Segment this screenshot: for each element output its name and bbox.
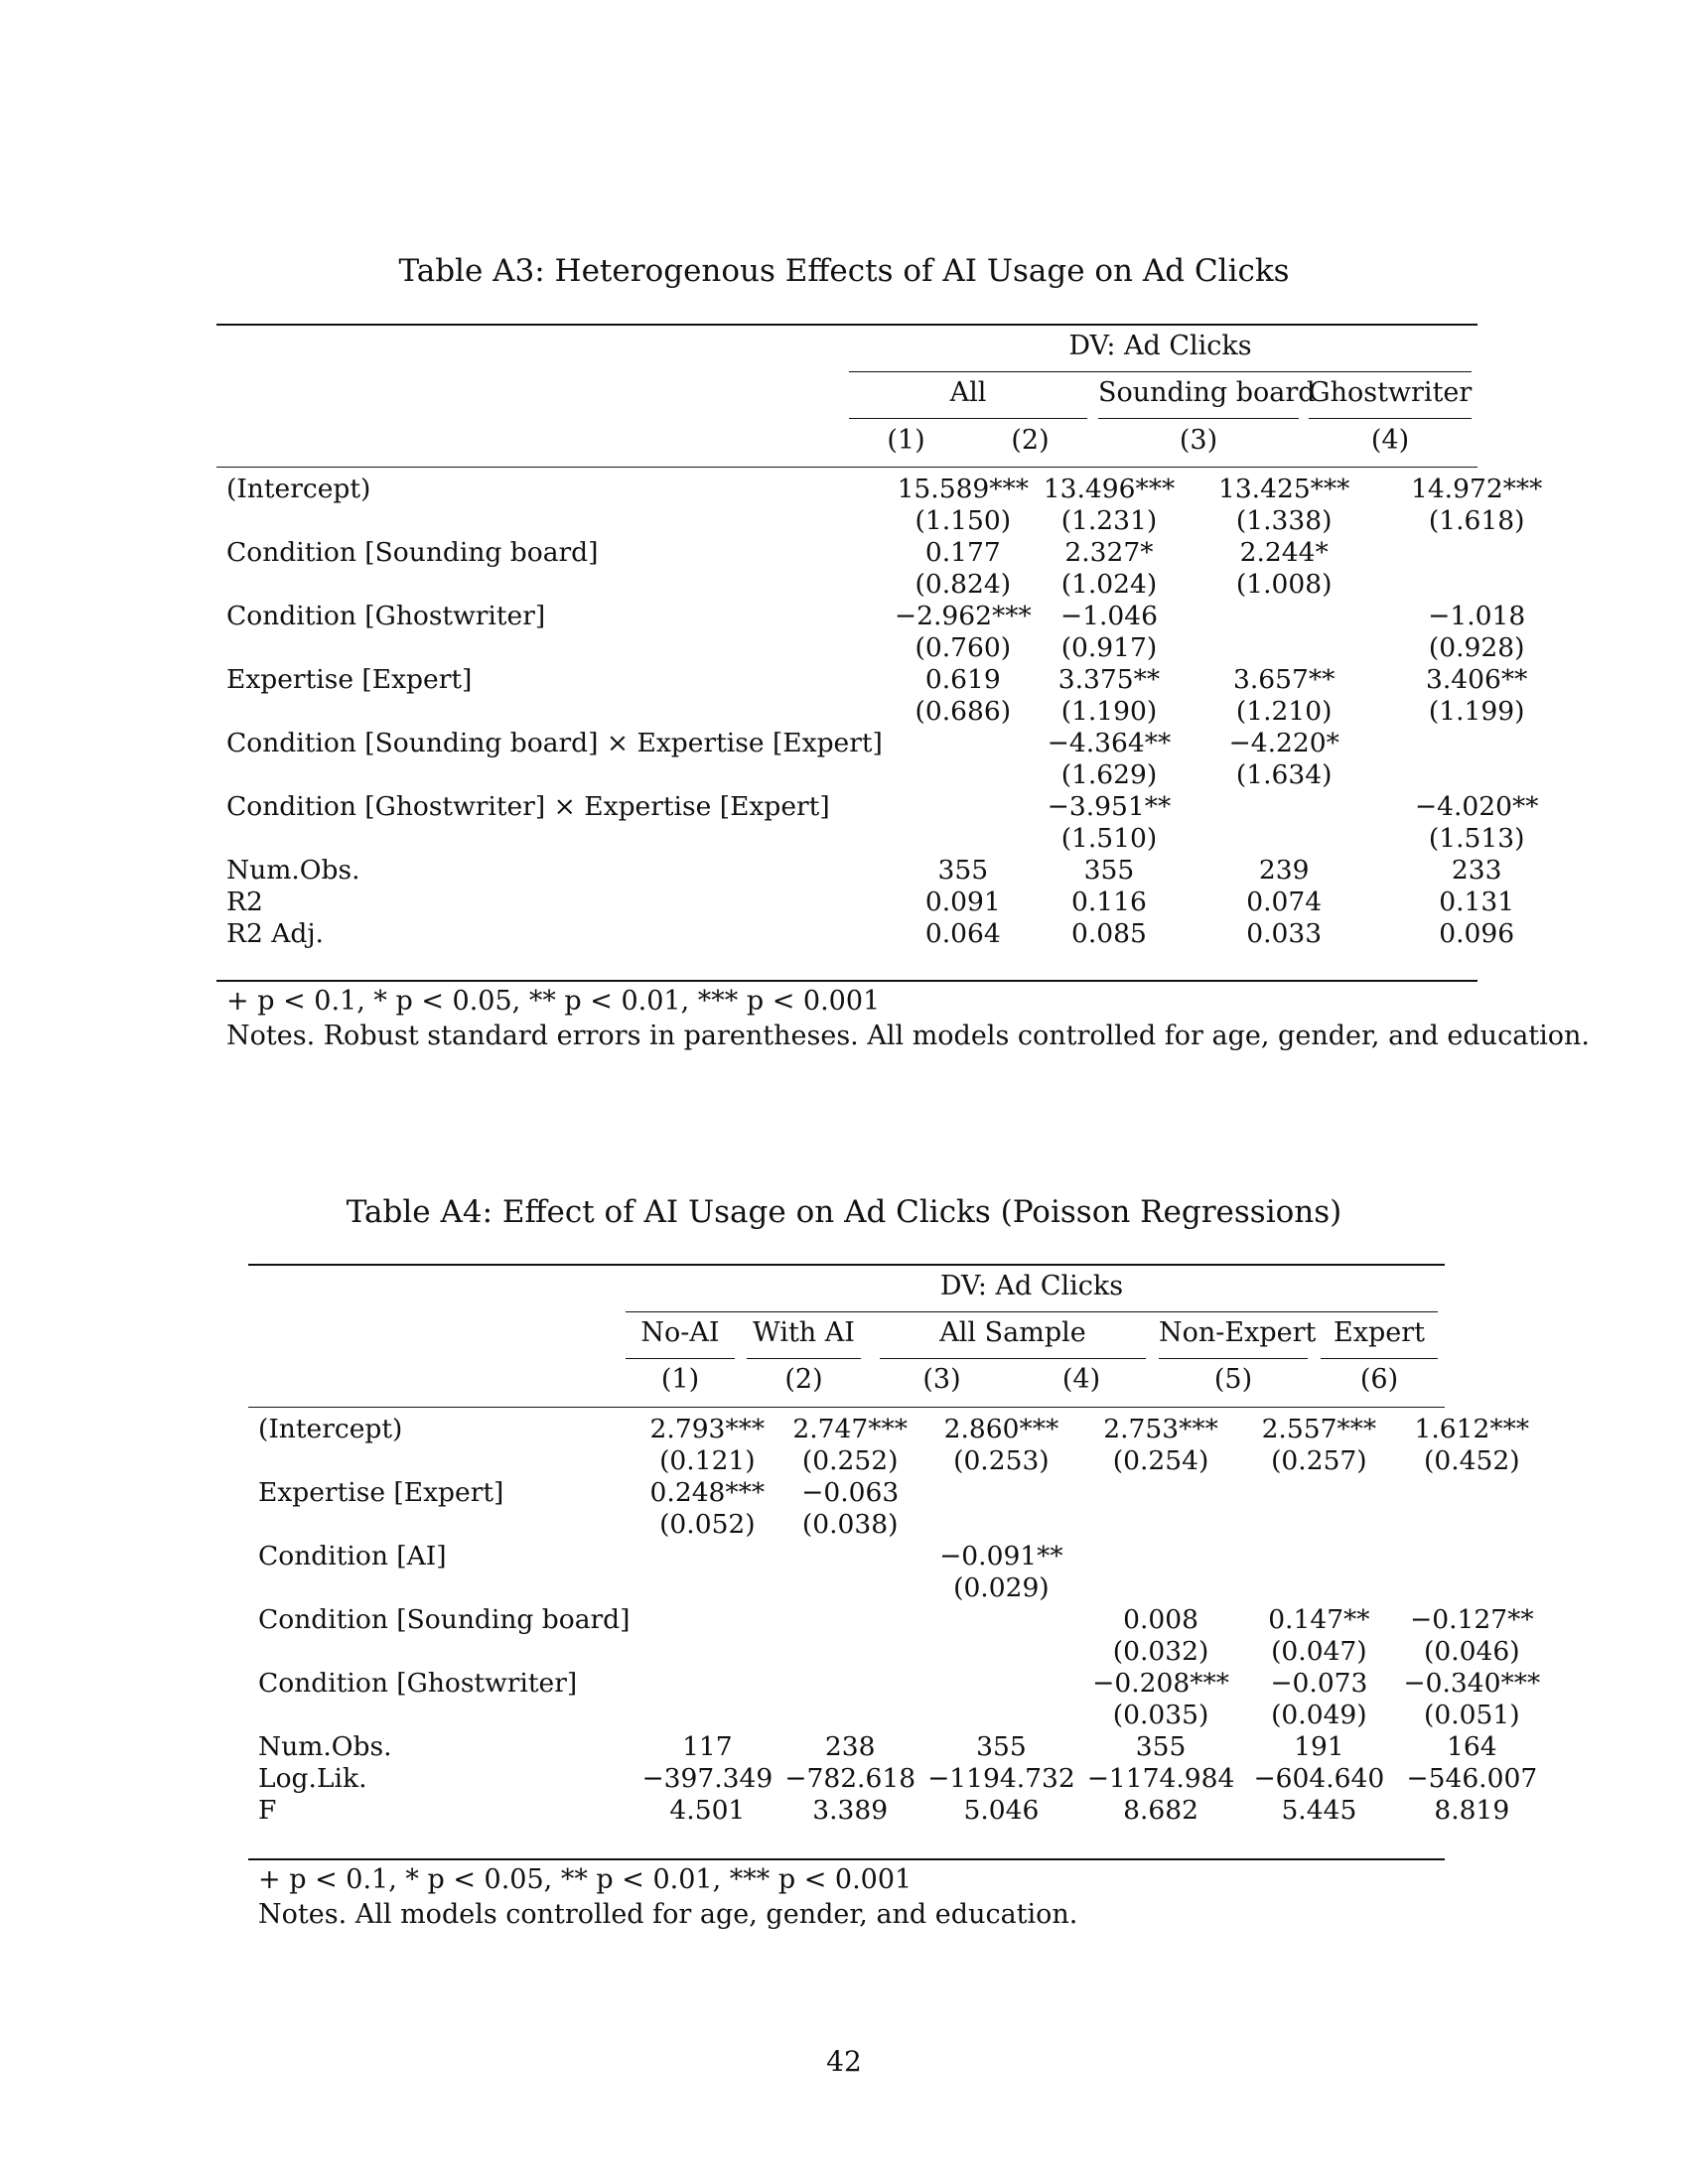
- cell-value: 2.747***: [792, 1414, 908, 1444]
- table-a3-notes: Notes. Robust standard errors in parentheses. All models controlled for age, gender, and education.: [226, 1021, 1591, 1051]
- cell-value: [1081, 1477, 1241, 1509]
- cell-value: 355: [1135, 1731, 1187, 1762]
- cell-value: −0.063: [801, 1477, 900, 1508]
- coef-row: [216, 601, 1566, 632]
- cell-value: [635, 1541, 778, 1572]
- row-label: [248, 1700, 635, 1731]
- row-label: Expertise [Expert]: [258, 1477, 504, 1508]
- se-row: [248, 1636, 1546, 1668]
- cell-value: −1194.732: [927, 1763, 1075, 1794]
- stat-row: [248, 1763, 1546, 1795]
- cell-value: (1.634): [1235, 759, 1333, 790]
- cell-value: [889, 823, 1038, 855]
- stat-row: [248, 1795, 1546, 1827]
- cell-value: [921, 1477, 1081, 1509]
- cell-value: [778, 1636, 921, 1668]
- cell-value: (0.254): [1112, 1445, 1209, 1476]
- cell-value: (0.824): [914, 569, 1012, 600]
- cell-value: [635, 1700, 778, 1731]
- cell-value: 2.793***: [649, 1414, 766, 1444]
- cell-value: 0.091: [924, 887, 1001, 917]
- cell-value: −0.208***: [1092, 1668, 1229, 1699]
- cell-value: 0.033: [1246, 918, 1323, 949]
- sig-note-text: + p < 0.1, * p < 0.05, ** p < 0.01, *** p < 0.001: [226, 986, 881, 1017]
- row-label: [248, 1636, 635, 1668]
- coef-row: [216, 664, 1566, 696]
- table-a3-caption: Table A3: Heterogenous Effects of AI Usage on Ad Clicks: [398, 253, 1290, 289]
- row-label: [216, 569, 889, 601]
- row-label: Condition [Ghostwriter] × Expertise [Expert]: [226, 791, 830, 822]
- se-row: [216, 569, 1566, 601]
- cell-value: −397.349: [641, 1763, 774, 1794]
- cell-value: (1.024): [1060, 569, 1158, 600]
- table-a4-caption: Table A4: Effect of AI Usage on Ad Clicks (Poisson Regressions): [346, 1194, 1342, 1230]
- table-a4-group-rule-withai: [747, 1358, 861, 1359]
- cell-value: (0.252): [801, 1445, 899, 1476]
- table-a4-bottom-rule: [248, 1858, 1445, 1860]
- sig-note-text: + p < 0.1, * p < 0.05, ** p < 0.01, *** p < 0.001: [258, 1864, 913, 1895]
- cell-value: 14.972***: [1410, 474, 1543, 504]
- cell-value: −0.127**: [1410, 1604, 1534, 1635]
- cell-value: [1387, 759, 1566, 791]
- cell-value: −546.007: [1406, 1763, 1538, 1794]
- table-a4-group-no-ai: No-AI: [640, 1317, 720, 1348]
- cell-value: −1174.984: [1086, 1763, 1235, 1794]
- cell-value: 8.819: [1434, 1795, 1510, 1826]
- table-a4-model-3: (3): [922, 1364, 961, 1395]
- cell-value: 2.244*: [1239, 537, 1329, 568]
- row-label: Condition [Sounding board]: [258, 1604, 631, 1635]
- cell-value: [778, 1668, 921, 1700]
- cell-value: [921, 1636, 1081, 1668]
- cell-value: [921, 1700, 1081, 1731]
- cell-value: (0.032): [1112, 1636, 1209, 1667]
- cell-value: 5.445: [1281, 1795, 1357, 1826]
- se-row: [216, 759, 1566, 791]
- cell-value: 0.008: [1123, 1604, 1198, 1635]
- row-label: [216, 632, 889, 664]
- cell-value: (1.150): [914, 505, 1012, 536]
- cell-value: 2.860***: [943, 1414, 1059, 1444]
- cell-value: −3.951**: [1047, 791, 1172, 822]
- cell-value: 3.657**: [1233, 664, 1336, 695]
- cell-value: [1081, 1541, 1241, 1572]
- table-a4-dv-rule: [626, 1311, 1438, 1312]
- cell-value: (0.452): [1424, 1445, 1520, 1476]
- coef-row: [216, 791, 1566, 823]
- cell-value: −0.340***: [1403, 1668, 1541, 1699]
- table-a4-group-with-ai: With AI: [753, 1317, 855, 1348]
- cell-value: −0.073: [1270, 1668, 1368, 1699]
- table-a3-group-all: All: [949, 377, 987, 408]
- cell-value: [1181, 632, 1387, 664]
- cell-value: −1.018: [1428, 601, 1526, 631]
- se-row: [248, 1700, 1546, 1731]
- row-label: [216, 759, 889, 791]
- cell-value: 355: [937, 855, 989, 886]
- table-a4-group-rule-nonexpert: [1159, 1358, 1308, 1359]
- cell-value: [1081, 1509, 1241, 1541]
- cell-value: [1397, 1509, 1546, 1541]
- row-label: [216, 823, 889, 855]
- cell-value: [1240, 1509, 1397, 1541]
- row-label: [216, 505, 889, 537]
- stat-row: [216, 918, 1566, 950]
- table-a3-group-rule-all: [849, 418, 1087, 419]
- table-a4-group-rule-expert: [1321, 1358, 1438, 1359]
- coef-row: [216, 474, 1566, 505]
- cell-value: −0.091**: [939, 1541, 1063, 1571]
- cell-value: [635, 1604, 778, 1636]
- cell-value: 238: [824, 1731, 876, 1762]
- coef-row: [248, 1541, 1546, 1572]
- cell-value: [1181, 791, 1387, 823]
- table-a3-dv-header: DV: Ad Clicks: [1068, 331, 1252, 361]
- cell-value: [1387, 569, 1566, 601]
- se-row: [248, 1445, 1546, 1477]
- cell-value: (0.051): [1424, 1700, 1520, 1730]
- table-a3: [216, 474, 1566, 950]
- cell-value: 0.064: [924, 918, 1001, 949]
- page-number: 42: [826, 2045, 862, 2078]
- cell-value: 0.131: [1439, 887, 1515, 917]
- se-row: [216, 823, 1566, 855]
- table-a3-significance-note: [226, 986, 880, 1017]
- table-a4-significance-note: [258, 1864, 912, 1895]
- cell-value: (0.257): [1271, 1445, 1367, 1476]
- row-label: Condition [Ghostwriter]: [258, 1668, 578, 1699]
- cell-value: −1.046: [1059, 601, 1158, 631]
- cell-value: −4.364**: [1047, 728, 1172, 758]
- cell-value: 0.074: [1246, 887, 1323, 917]
- cell-value: −4.020**: [1414, 791, 1539, 822]
- cell-value: (0.035): [1112, 1700, 1209, 1730]
- table-a4-group-rule-noai: [626, 1358, 735, 1359]
- table-a3-dv-rule: [849, 371, 1472, 372]
- row-label: Condition [Sounding board] × Expertise [Expert]: [226, 728, 883, 758]
- cell-value: [889, 791, 1038, 823]
- coef-row: [248, 1668, 1546, 1700]
- table-a3-model-1: (1): [887, 425, 925, 456]
- cell-value: 5.046: [963, 1795, 1040, 1826]
- cell-value: 0.619: [924, 664, 1001, 695]
- table-a3-body: [216, 474, 1566, 950]
- se-row: [216, 632, 1566, 664]
- cell-value: (0.047): [1271, 1636, 1367, 1667]
- table-a4-model-6: (6): [1359, 1364, 1399, 1395]
- table-a4-model-1: (1): [660, 1364, 700, 1395]
- cell-value: (1.199): [1428, 696, 1525, 727]
- cell-value: [1397, 1541, 1546, 1572]
- cell-value: [1181, 823, 1387, 855]
- cell-value: −782.618: [784, 1763, 916, 1794]
- cell-value: [635, 1636, 778, 1668]
- cell-value: 0.096: [1439, 918, 1515, 949]
- cell-value: (0.686): [914, 696, 1012, 727]
- table-a4-model-4: (4): [1061, 1364, 1101, 1395]
- cell-value: 191: [1294, 1731, 1344, 1762]
- cell-value: (1.190): [1060, 696, 1158, 727]
- row-label: [248, 1572, 635, 1604]
- se-row: [248, 1572, 1546, 1604]
- cell-value: −4.220*: [1228, 728, 1339, 758]
- cell-value: 1.612***: [1414, 1414, 1530, 1444]
- cell-value: [1240, 1477, 1397, 1509]
- row-label: F: [258, 1795, 277, 1826]
- table-a3-group-rule-ghost: [1309, 418, 1472, 419]
- cell-value: 3.389: [812, 1795, 889, 1826]
- table-a4-model-5: (5): [1213, 1364, 1253, 1395]
- cell-value: (0.052): [659, 1509, 756, 1540]
- cell-value: (1.629): [1060, 759, 1158, 790]
- row-label: [216, 696, 889, 728]
- cell-value: [1081, 1572, 1241, 1604]
- cell-value: [778, 1700, 921, 1731]
- coef-row: [248, 1604, 1546, 1636]
- row-label: Condition [AI]: [258, 1541, 447, 1571]
- stat-row: [216, 855, 1566, 887]
- cell-value: 2.753***: [1103, 1414, 1218, 1444]
- table-a3-model-3: (3): [1179, 425, 1218, 456]
- row-label: Condition [Ghostwriter]: [226, 601, 546, 631]
- cell-value: [1240, 1541, 1397, 1572]
- cell-value: (0.029): [953, 1572, 1050, 1603]
- cell-value: [921, 1668, 1081, 1700]
- cell-value: (1.008): [1235, 569, 1333, 600]
- row-label: R2 Adj.: [226, 918, 324, 949]
- row-label: Num.Obs.: [258, 1731, 392, 1762]
- table-a3-group-sounding-board: Sounding board: [1098, 377, 1316, 408]
- cell-value: [921, 1604, 1081, 1636]
- cell-value: 3.406**: [1426, 664, 1528, 695]
- cell-value: 117: [682, 1731, 733, 1762]
- row-label: Log.Lik.: [258, 1763, 367, 1794]
- table-a3-header-rule: [216, 467, 1477, 468]
- cell-value: 0.248***: [649, 1477, 766, 1508]
- coef-row: [248, 1414, 1546, 1445]
- cell-value: 0.085: [1071, 918, 1147, 949]
- coef-row: [216, 537, 1566, 569]
- table-a3-bottom-rule: [216, 980, 1477, 982]
- table-a4-body: [248, 1414, 1546, 1827]
- cell-value: −604.640: [1253, 1763, 1385, 1794]
- table-a4-group-rule-all: [880, 1358, 1146, 1359]
- cell-value: 0.177: [924, 537, 1001, 568]
- cell-value: 164: [1446, 1731, 1497, 1762]
- table-a4-group-non-expert: Non-Expert: [1159, 1317, 1317, 1348]
- cell-value: [889, 759, 1038, 791]
- cell-value: 8.682: [1123, 1795, 1198, 1826]
- table-a3-top-rule: [216, 324, 1477, 326]
- table-a3-model-4: (4): [1370, 425, 1410, 456]
- cell-value: 355: [1083, 855, 1135, 886]
- table-a3-group-rule-sounding: [1098, 418, 1299, 419]
- cell-value: (0.760): [914, 632, 1012, 663]
- table-a3-model-2: (2): [1011, 425, 1050, 456]
- cell-value: 0.116: [1071, 887, 1147, 917]
- coef-row: [216, 728, 1566, 759]
- table-a4-group-expert: Expert: [1334, 1317, 1425, 1348]
- cell-value: 13.425***: [1217, 474, 1350, 504]
- row-label: Condition [Sounding board]: [226, 537, 599, 568]
- cell-value: [778, 1604, 921, 1636]
- coef-row: [248, 1477, 1546, 1509]
- cell-value: (0.046): [1424, 1636, 1520, 1667]
- se-row: [216, 696, 1566, 728]
- cell-value: [635, 1572, 778, 1604]
- cell-value: −2.962***: [894, 601, 1032, 631]
- cell-value: (1.618): [1428, 505, 1525, 536]
- table-a3-group-ghostwriter: Ghostwriter: [1309, 377, 1473, 408]
- cell-value: [921, 1509, 1081, 1541]
- stat-row: [248, 1731, 1546, 1763]
- cell-value: (1.338): [1235, 505, 1333, 536]
- cell-value: 2.327*: [1064, 537, 1154, 568]
- cell-value: 239: [1258, 855, 1310, 886]
- cell-value: (0.253): [953, 1445, 1050, 1476]
- cell-value: 15.589***: [897, 474, 1030, 504]
- cell-value: [1387, 728, 1566, 759]
- cell-value: [1387, 537, 1566, 569]
- cell-value: (1.210): [1235, 696, 1333, 727]
- cell-value: [1181, 601, 1387, 632]
- cell-value: 0.147**: [1268, 1604, 1370, 1635]
- cell-value: 4.501: [669, 1795, 746, 1826]
- row-label: Num.Obs.: [226, 855, 360, 886]
- se-row: [216, 505, 1566, 537]
- se-row: [248, 1509, 1546, 1541]
- cell-value: (1.231): [1060, 505, 1158, 536]
- table-a4-notes: Notes. All models controlled for age, gender, and education.: [258, 1899, 1078, 1930]
- cell-value: 2.557***: [1261, 1414, 1377, 1444]
- stat-row: [216, 887, 1566, 918]
- cell-value: 3.375**: [1057, 664, 1161, 695]
- cell-value: [889, 728, 1038, 759]
- row-label: [248, 1445, 635, 1477]
- cell-value: [778, 1541, 921, 1572]
- row-label: Expertise [Expert]: [226, 664, 473, 695]
- cell-value: (0.928): [1428, 632, 1525, 663]
- table-a4-model-2: (2): [784, 1364, 823, 1395]
- cell-value: [635, 1668, 778, 1700]
- cell-value: 233: [1451, 855, 1502, 886]
- table-a4-dv-header: DV: Ad Clicks: [939, 1271, 1124, 1301]
- cell-value: (1.510): [1060, 823, 1158, 854]
- row-label: R2: [226, 887, 263, 917]
- cell-value: (0.049): [1271, 1700, 1367, 1730]
- table-a4-top-rule: [248, 1264, 1445, 1266]
- table-a4: [248, 1414, 1546, 1827]
- cell-value: [1397, 1477, 1546, 1509]
- cell-value: [1240, 1572, 1397, 1604]
- cell-value: (1.513): [1428, 823, 1525, 854]
- row-label: (Intercept): [258, 1414, 403, 1444]
- cell-value: [778, 1572, 921, 1604]
- cell-value: 13.496***: [1043, 474, 1176, 504]
- table-a4-group-all-sample: All Sample: [939, 1317, 1086, 1348]
- cell-value: [1397, 1572, 1546, 1604]
- row-label: [248, 1509, 635, 1541]
- row-label: (Intercept): [226, 474, 371, 504]
- cell-value: 355: [976, 1731, 1027, 1762]
- cell-value: (0.917): [1060, 632, 1158, 663]
- cell-value: (0.038): [801, 1509, 899, 1540]
- cell-value: (0.121): [659, 1445, 756, 1476]
- table-a4-header-rule: [248, 1407, 1445, 1408]
